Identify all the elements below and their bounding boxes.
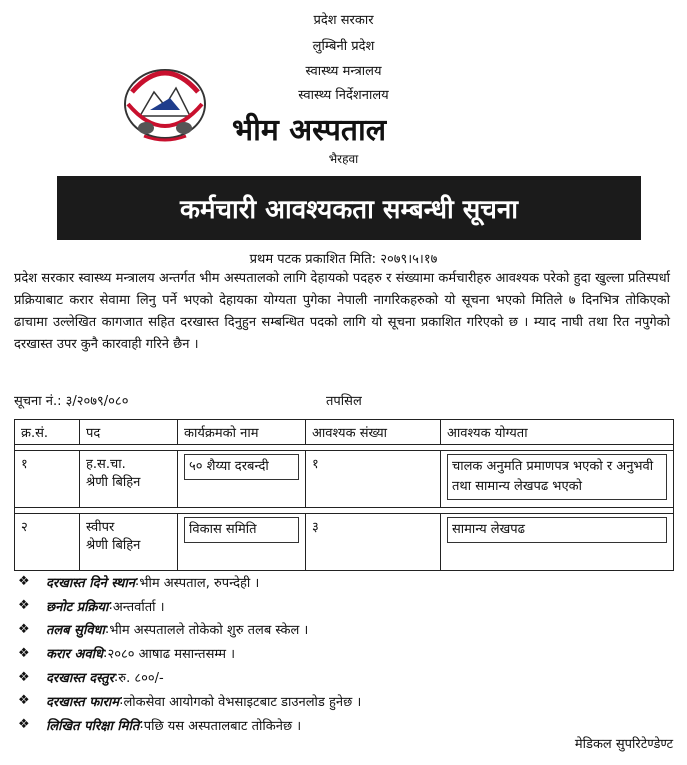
qualification-box: चालक अनुमति प्रमाणपत्र भएको र अनुभवी तथा सामान्य लेखपढ भएको [447, 454, 667, 500]
program-box: विकास समिति [184, 517, 299, 543]
term-label: दरखास्त दस्तुर [46, 671, 114, 687]
term-sep: : [103, 645, 108, 661]
term-value: भीम अस्पताल, रुपन्देही । [139, 575, 260, 591]
table-row [15, 514, 674, 571]
hospital-name: भीम अस्पताल [232, 113, 387, 148]
hospital-location: भैरहवा [328, 152, 359, 166]
notice-body: प्रदेश सरकार स्वास्थ्य मन्त्रालय अन्तर्गत भीम अस्पतालको लागि देहायको पदहरु र संख्यामा कर्मचारीहरु आवश्यक परेको हुदा खुल्ला प्रतिस्पर्धा प्रक्रियाबाट करार सेवामा लिनु पर्ने भएको देहायका योग्यता पुगेका नेपाली नागरिकहरुको यो सूचना भएको मितिले ७ दिनभित्र तोकिएको ढाचामा उल्लेखित कागजात सहित दरखास्त दिनुहुन सम्बन्धित पदको लागि यो सूचना प्रकाशित गरिएको छ । म्याद नाघी तथा रित नपुगेको दरखास्त उपर कुनै कारवाही गरिने छैन । [14, 271, 670, 352]
cell-serial: २ [15, 514, 80, 571]
term-value: २०८० आषाढ मसान्तसम्म । [107, 647, 236, 663]
cell-program [178, 451, 306, 508]
notice-number: सूचना नं.: ३/२०७९/०८० [14, 394, 129, 409]
diamond-bullet-icon: ❖ [18, 645, 30, 661]
term-label: करार अवधि [46, 647, 104, 663]
table-header-row [15, 420, 674, 445]
term-label: दरखास्त फाराम [46, 694, 120, 710]
list-item [14, 689, 674, 713]
publish-date: प्रथम पटक प्रकाशित मिति: २०७९।५।१७ [249, 252, 438, 267]
term-value: भीम अस्पतालले तोकेको शुरु तलब स्केल । [109, 623, 309, 639]
table-row [15, 451, 674, 508]
header-ministry: स्वास्थ्य मन्त्रालय [305, 64, 382, 79]
term-label: तलब सुविधा [46, 623, 105, 639]
post-title: स्वीपर [86, 520, 115, 535]
post-title: ह.स.चा. [86, 457, 126, 472]
nepal-emblem-icon [118, 58, 212, 146]
cell-post [80, 514, 178, 571]
post-grade: श्रेणी बिहिन [86, 475, 141, 490]
diamond-bullet-icon: ❖ [18, 693, 30, 709]
cell-program [178, 514, 306, 571]
list-item [14, 618, 674, 642]
notice-title-banner [57, 176, 641, 240]
term-value: पछि यस अस्पतालबाट तोकिनेछ । [143, 718, 302, 734]
term-sep: : [139, 717, 144, 733]
term-value: अन्तर्वार्ता । [112, 599, 165, 615]
col-post: पद [80, 420, 178, 445]
cell-count: १ [306, 451, 441, 508]
cell-qualification [441, 514, 674, 571]
term-label: छनोट प्रक्रिया [46, 599, 109, 615]
cell-count: ३ [306, 514, 441, 571]
term-sep: : [134, 574, 140, 590]
cell-serial: १ [15, 451, 80, 508]
header-province-name: लुम्बिनी प्रदेश [312, 39, 375, 54]
list-item [14, 570, 674, 594]
diamond-bullet-icon: ❖ [18, 621, 30, 637]
term-value: रु. ८००/- [118, 671, 164, 687]
col-qualification: आवश्यक योग्यता [441, 420, 674, 445]
col-serial: क्र.सं. [15, 420, 80, 445]
qualification-box: सामान्य लेखपढ [447, 517, 667, 543]
cell-qualification [441, 451, 674, 508]
term-label: लिखित परिक्षा मिति [46, 718, 140, 734]
vacancy-table [14, 419, 674, 571]
header-province-gov: प्रदेश सरकार [313, 13, 374, 28]
term-sep: : [119, 693, 124, 709]
diamond-bullet-icon: ❖ [18, 598, 30, 614]
program-box: ५० शैय्या दरबन्दी [184, 454, 299, 480]
term-label: दरखास्त दिने स्थान [46, 575, 135, 591]
diamond-bullet-icon: ❖ [18, 717, 30, 733]
list-item [14, 713, 674, 737]
col-count: आवश्यक संख्या [306, 420, 441, 445]
list-item [14, 594, 674, 618]
header-directorate: स्वास्थ्य निर्देशनालय [298, 88, 389, 103]
post-grade: श्रेणी बिहिन [86, 538, 141, 553]
list-item [14, 641, 674, 665]
notice-title: कर्मचारी आवश्यकता सम्बन्धी सूचना [179, 195, 518, 225]
cell-post [80, 451, 178, 508]
term-value: लोकसेवा आयोगको वेभसाइटबाट डाउनलोड हुनेछ । [123, 694, 362, 710]
term-sep: : [104, 621, 110, 637]
term-sep: : [108, 598, 113, 614]
list-item [14, 665, 674, 689]
col-program: कार्यक्रमको नाम [178, 420, 306, 445]
terms-list [14, 570, 674, 737]
diamond-bullet-icon: ❖ [18, 669, 30, 685]
term-sep: : [113, 669, 119, 685]
diamond-bullet-icon: ❖ [18, 574, 30, 590]
schedule-heading: तपसिल [326, 394, 362, 409]
signatory-title: मेडिकल सुपरिटेण्डेण्ट [574, 737, 673, 752]
